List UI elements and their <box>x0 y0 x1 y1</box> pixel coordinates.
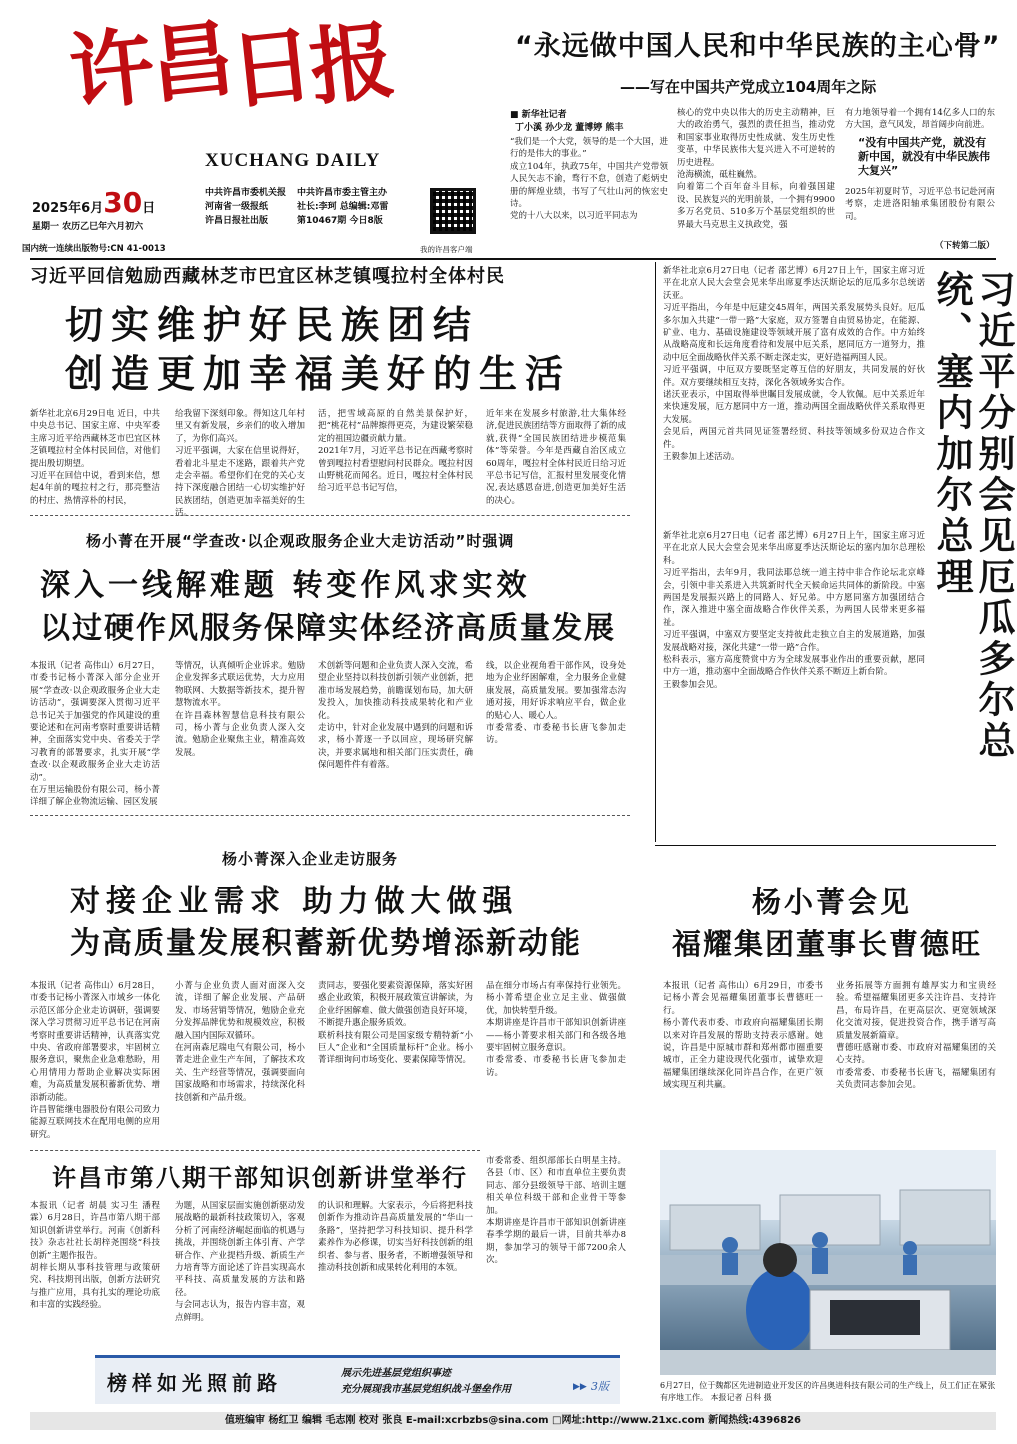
story3-kicker: 杨小菁深入企业走访服务 <box>222 850 399 868</box>
story2-col-4: 线，以企业视角看干部作风，设身处地为企业纾困解难，全力服务企业健康发展，高质量发展。要加强常态沟通对接，用好诉求响应平台，做企业的贴心人、暖心人。 市委常委、市委秘书长唐飞参加走访。 <box>486 661 626 746</box>
promo-banner[interactable] <box>95 1355 620 1404</box>
story3-col-2: 小菁与企业负责人面对面深入交流，详细了解企业发展、产品研发、市场营销等情况，勉励企业充分发挥品牌优势和规模效应，积极融入国内国际双循环。 在河南森尼瑞电气有限公司，杨小菁走进企业生产车间，了解技术攻关、生产经营等情况，强调要面向国家战略和市场需求，持续深化科技创新和产品升级。 <box>175 981 305 1103</box>
factory-photo[interactable] <box>660 1150 996 1375</box>
arrow-right-icon: ▶▶ <box>573 1382 587 1392</box>
lead-subhead: ——写在中国共产党成立104周年之际 <box>620 78 877 96</box>
divider <box>30 815 630 816</box>
story1-col-2: 给我留下深刻印象。得知这几年村里又有新发展，乡亲们的收入增加了，为你们高兴。 习近平强调，大家在信里说得好，看着北斗星走不迷路，跟着共产党走会幸福。希望你们在党的关心支持下深度融合团结一心切实维护好民族团结，创造更加幸福美好的生活。 <box>175 409 305 519</box>
photo-caption: 6月27日，位于魏都区先进制造业开发区的许昌奥进科技有限公司的生产线上，员工们正在紧张有序地工作。 本报记者 吕科 摄 <box>660 1381 996 1402</box>
lead-continued: （下转第二版） <box>935 241 995 251</box>
story1-col-4: 近年来在发展乡村旅游,壮大集体经济,促进民族团结等方面取得了新的成就,获得“全国民族团结进步模范集体”等荣誉。今年是西藏自治区成立60周年，嘎拉村全体村民近日给习近平总书记写信，汇报村里发展变化情况,表达感恩奋进,创造更加美好生活的决心。 <box>486 409 626 506</box>
banner-page: 3版 <box>591 1380 609 1393</box>
client-label: 我的许昌客户端 <box>420 245 473 254</box>
story4-headline-2[interactable]: 福耀集团董事长曹德旺 <box>672 927 983 961</box>
story5-col-4: 市委常委、组织部部长白明星主持。各县（市、区）和市直单位主要负责同志、部分县级领导干部、培训主题相关单位科级干部和企业骨干等参加。 本期讲座是许昌市干部知识创新讲座春季学期的最后一讲，目前共举办8期，参加学习的领导干部7200余人次。 <box>486 1156 626 1266</box>
logo-char: 日 <box>225 13 319 122</box>
story2-headline-2[interactable]: 以过硬作风服务保障实体经济高质量发展 <box>40 611 616 646</box>
lead-col-3b: 2025年初夏时节，习近平总书记赴河南考察，走进洛阳轴承集团股份有限公司。 <box>845 187 995 222</box>
story3-col-4: 品在细分市场占有率保持行业领先。杨小菁希望企业立足主业、做强做优，加快转型升级。 本期讲座是许昌市干部知识创新讲座——杨小菁要求相关部门和各级各地要牢固树立服务意识。 市委常委、市委秘书长唐飞参加走访。 <box>486 981 626 1078</box>
divider <box>30 1150 480 1151</box>
story3-col-1: 本报讯（记者 高伟山）6月28日，市委书记杨小菁深入市域乡一体化示范区部分企业走访调研，强调要深入学习贯彻习近平总书记在河南考察时重要讲话精神，认真落实党中央、省政府部署要求，牢固树立服务意识，聚焦企业急难愁盼，用心用情用力帮助企业解决实际困难，为高质量发展积蓄新优势、增添新动能。 许昌智能继电器股份有限公司致力能源互联网技术在配用电侧的应用研究。 <box>30 981 160 1140</box>
story1-kicker: 习近平回信勉励西藏林芝市巴宜区林芝镇嘎拉村全体村民 <box>30 266 505 287</box>
lead-byline: 丁小溪 孙少龙 董博婷 熊丰 <box>515 123 624 133</box>
story2-col-2: 等情况，认真倾听企业诉求。勉励企业发挥多式联运优势，大力应用物联网、大数据等新技术，提升智慧物流水平。 在许昌森林智慧信息科技有限公司，杨小菁与企业负责人深入交流。勉励企业聚焦主业，精准高效发展。 <box>175 661 305 758</box>
story5-headline[interactable]: 许昌市第八期干部知识创新讲堂举行 <box>52 1164 468 1192</box>
cn-number: 国内统一连续出版物号:CN 41-0013 <box>22 244 166 254</box>
banner-sub-1: 展示先进基层党组织事迹 <box>341 1368 451 1379</box>
lead-pull-quote: “没有中国共产党，就没有新中国，就没有中华民族伟大复兴” <box>858 136 990 177</box>
story3-col-3: 责同志，要强化要素资源保障，落实好困惑企业政策，积极开展政策宣讲解读，为企业纾困解难、做大做强创造良好环境，不断提升惠企服务质效。 联析科技有限公司是国家级专精特新“小巨人”企业和“全国质量标杆”企业。杨小菁详细询问市场变化、要素保障等情况。 <box>318 981 473 1066</box>
story2-kicker: 杨小菁在开展“学查改·以企观政服务企业大走访活动”时强调 <box>86 532 515 550</box>
story3-headline-1[interactable]: 对接企业需求 助力做大做强 <box>70 884 519 919</box>
publisher-block: 中共许昌市委主管主办 社长:李珂 总编辑:邓雷 第10467期 今日8版 <box>297 188 389 226</box>
banner-title: 榜样如光照前路 <box>107 1371 282 1395</box>
column-rule <box>655 262 656 842</box>
story1-col-3: 活，把雪域高原的自然美景保护好，把“桃花村”品牌擦得更亮，为建设繁荣稳定的祖国边疆贡献力量。 2021年7月，习近平总书记在西藏考察时曾到嘎拉村看望慰问村民群众。嘎拉村因山野桃花而闻名。近日，嘎拉村全体村民给习近平总书记写信， <box>318 409 473 494</box>
story1-col-1: 新华社北京6月29日电 近日，中共中央总书记、国家主席、中央军委主席习近平给西藏林芝市巴宜区林芝镇嘎拉村全体村民回信，对他们提出殷切期望。 习近平在回信中说，看到来信，想起4年前的嘎拉村之行，那亮整洁的村庄、热情淳朴的村民， <box>30 409 160 506</box>
story5-col-2: 为题，从国家层面实施创新驱动发展战略的最新科技政策切入，客观分析了河南经济崛起面临的机遇与挑战，并围绕创新主体引育、产学研合作、产业提档升级、新质生产力培育等方面论述了许昌实现高水平科技、高质量发展的方法和路径。 与会同志认为，报告内容丰富，观点鲜明。 <box>175 1201 305 1323</box>
story4-col-2: 业务拓展等方面拥有雄厚实力和宝贵经验。希望福耀集团更多关注许昌、支持许昌，布局许昌，在更高层次、更宽领域深化交流对接，促进投资合作，携手谱写高质量发展新篇章。 曹德旺感谢市委、市政府对福耀集团的关心支持。 市委常委、市委秘书长唐飞，福耀集团有关负责同志参加会见。 <box>836 981 996 1091</box>
divider <box>655 845 996 846</box>
logo-char: 昌 <box>145 7 239 116</box>
lead-headline[interactable]: “永远做中国人民和中华民族的主心骨” <box>515 31 1001 62</box>
issue-date: 2025年6月30日 <box>32 186 156 219</box>
lead-col-2: 核心的党中央以伟大的历史主动精神，巨大的政治勇气，强烈的责任担当，推动党和国家事业取得历史性成就、发生历史性变革，中华民族伟大复兴进入不可逆转的历史进程。 沧海横流，砥柱巍然。 向着第二个百年奋斗目标，向着强国建设、民族复兴的光明前景，一个拥有9900多万名党员、510多万个基层党组织的世界最大马克思主义执政党，强 <box>677 108 835 230</box>
factory-scene-graphic <box>660 1150 996 1375</box>
story4-headline-1[interactable]: 杨小菁会见 <box>752 885 913 919</box>
sidebar-col-1: 新华社北京6月27日电（记者 邵艺博）6月27日上午，国家主席习近平在北京人民大会堂会见来华出席夏季达沃斯论坛的厄瓜多尔总统诺沃亚。 习近平指出，今年是中厄建交45周年，两国关系发展势头良好。厄瓜多尔加入共建“一带一路”大家庭，双方签署自由贸易协定，在能源、矿业、电力、基础设施建设等领域开展了富有成效的合作。中方始终从战略高度和长远角度看待和发展中厄关系，愿同厄方一道努力，推动中厄全面战略伙伴关系不断走深走实，更好造福两国人民。 习近平强调，中厄双方要既坚定尊互信的好朋友，共同发展的好伙伴。双方要继续相互支持，深化各领域务实合作。 诺沃亚表示，中国取得举世瞩目发展成就，令人钦佩。厄中关系近年来快速发展，厄方愿同中方一道，推动两国全面战略伙伴关系取得更大发展。 会见后，两国元首共同见证签署经贸、科技等领域多份双边合作文件。 王毅参加上述活动。 <box>663 266 925 463</box>
story5-col-3: 的认识和理解。大家表示，今后将把科技创新作为推动许昌高质量发展的“华山一条路”，坚持把学习科技知识、提升科学素养作为必修课，切实当好科技创新的组织者、参与者、服务者，不断增强领导和推动科技创新和成果转化利用的本领。 <box>318 1201 473 1274</box>
story4-col-1: 本报讯（记者 高伟山）6月29日，市委书记杨小菁会见福耀集团董事长曹德旺一行。 杨小菁代表市委、市政府向福耀集团长期以来对许昌发展的帮助支持表示感谢。她说，许昌是中原城市群和郑州都市圈重要城市，正全力建设现代化强市，诚挚欢迎福耀集团继续深化同许昌合作，在更广领域实现互利共赢。 <box>663 981 823 1091</box>
english-name: XUCHANG DAILY <box>205 150 381 171</box>
story2-headline-1[interactable]: 深入一线解难题 转变作风求实效 <box>40 568 531 603</box>
logo-char: 报 <box>305 9 399 118</box>
page-footer: 值班编审 杨红卫 编辑 毛志刚 校对 张良 E-mail:xcrbzbs@sina.com □网址:http://www.21xc.com 新闻热线:4396826 <box>30 1412 996 1430</box>
story2-col-3: 术创新等问题和企业负责人深入交流，希望企业坚持以科技创新引领产业创新，把准市场发展趋势，前瞻谋划布局，加大研发投入，加快推动科技成果转化和产业化。 走访中，针对企业发展中遇到的问题和诉求，杨小菁逐一予以回应，现场研究解决，并要求属地和相关部门压实责任，确保问题件件有着落。 <box>318 661 473 771</box>
sidebar-col-2: 新华社北京6月27日电（记者 邵艺博）6月27日上午，国家主席习近平在北京人民大会堂会见来华出席夏季达沃斯论坛的塞内加尔总理松科。 习近平指出，去年9月，我同法耶总统一道主持中非合作论坛北京峰会，引领中非关系进入共筑新时代全天候命运共同体的新阶段。中塞两国是发展振兴路上的同路人、好兄弟。中方愿同塞方加强团结合作，深入推进中塞全面战略合作伙伴关系，为两国人民带来更多福祉。 习近平强调，中塞双方要坚定支持彼此走独立自主的发展道路，加强发展战略对接，深化共建“一带一路”合作。 松科表示，塞方高度赞赏中方为全球发展事业作出的重要贡献，愿同中方一道，推动塞中全面战略合作伙伴关系不断迈上新台阶。 王毅参加会见。 <box>663 531 925 690</box>
weekday-line: 星期一 农历乙巳年六月初六 <box>32 222 144 232</box>
story1-headline-2[interactable]: 创造更加幸福美好的生活 <box>65 352 572 396</box>
divider <box>30 515 630 516</box>
logo-char: 许 <box>65 15 159 124</box>
lead-byline-tag: ■ 新华社记者 <box>510 110 567 120</box>
sidebar-vertical-headline[interactable]: 习近平分别会见厄瓜多尔总统、塞内加尔总理 <box>930 270 1015 762</box>
lead-col-1: “我们是一个大党，领导的是一个大国，进行的是伟大的事业。” 成立104年，执政75年，中国共产党带领人民矢志不渝，骛行不怠，创造了彪炳史册的辉煌业绩，书写了气壮山河的恢宏史诗。 党的十八大以来，以习近平同志为 <box>510 137 668 222</box>
story1-headline-1[interactable]: 切实维护好民族团结 <box>65 303 480 347</box>
qr-code-icon[interactable] <box>430 188 476 234</box>
story5-col-1: 本报讯（记者 胡晨 实习生 潘程霖）6月28日，许昌市第八期干部知识创新讲堂举行。河南《创新科技》杂志社社长胡梓尧围绕“科技创新”主题作报告。 胡梓长期从事科技管理与政策研究、科技期刊出版，创新方法研究与推广应用，具有扎实的理论功底和丰富的实践经验。 <box>30 1201 160 1311</box>
story3-headline-2[interactable]: 为高质量发展积蓄新优势增添新动能 <box>70 926 582 961</box>
masthead-rule <box>30 258 996 260</box>
sponsor-block: 中共许昌市委机关报 河南省一级报纸 许昌日报社出版 <box>205 188 287 226</box>
banner-sub-2: 充分展现我市基层党组织战斗堡垒作用 <box>341 1384 511 1395</box>
lead-col-3: 有力地领导着一个拥有14亿多人口的东方大国，意气风发，昂首阔步向前进。 <box>845 108 995 131</box>
story2-col-1: 本报讯（记者 高伟山）6月27日，市委书记杨小菁深入部分企业开展“学查改·以企观政服务企业大走访活动”，强调要深入贯彻习近平总书记关于加强党的作风建设的重要论述和在河南考察时重要讲话精神，全面落实党中央、省委关于学习教育的部署要求，扎实开展“学查改·以企观政服务企业大走访活动”。 在万里运输股份有限公司，杨小菁详细了解企业物流运输、园区发展 <box>30 661 160 808</box>
